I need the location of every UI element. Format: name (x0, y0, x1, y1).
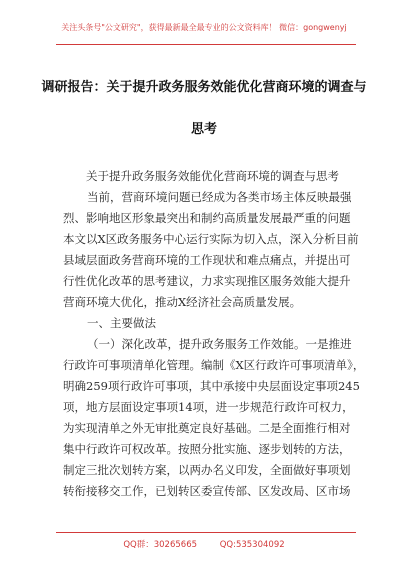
body-line: 营商环境大优化，推动X经济社会高质量发展。 (63, 295, 302, 309)
body-line: 为实现清单之外无审批奠定良好基础。二是全面推行相对 (63, 421, 351, 435)
section-heading: 一、主要做法 (87, 316, 156, 330)
body-line: 本文以X区政务服务中心运行实际为切入点，深入分析目前 (63, 232, 359, 246)
subtitle-paragraph: 关于提升政务服务效能优化营商环境的调查与思考 (86, 169, 339, 183)
body-line: 制定三批次划转方案，以两办名义印发，全面做好事项划 (63, 463, 351, 477)
body-line: （一）深化改革，提升政务服务工作效能。一是推进 (87, 337, 352, 351)
body-line: 明确259项行政许可事项，其中承接中央层面设定事项245 (63, 379, 360, 393)
body-line: 烈、影响地区形象最突出和制约高质量发展最严重的问题 (63, 211, 351, 225)
footer-divider (56, 532, 356, 533)
body-line: 转衔接移交工作，已划转区委宣传部、区发改局、区市场 (63, 484, 351, 498)
body-line: 项，地方层面设定事项14项，进一步规范行政许可权力， (63, 400, 354, 414)
document-title-line-2: 思考 (190, 122, 217, 137)
footer-qq: QQ:535304092 (219, 540, 285, 550)
footer-contact (0, 538, 408, 550)
document-title-line-1: 调研报告：关于提升政务服务效能优化营商环境的调查与 (41, 80, 367, 95)
body-line: 集中行政许可权改革。按照分批实施、逐步划转的方法， (63, 442, 351, 456)
body-line: 行性优化改革的思考建议，力求实现推区服务效能大提升 (63, 274, 351, 288)
body-line: 行政许可事项清单化管理。编制《X区行政许可事项清单》， (63, 358, 365, 372)
header-note: 关注头条号"公文研究"，获得最新最全最专业的公文资料库！ 微信：gongwenyj (61, 23, 347, 32)
body-line: 当前，营商环境问题已经成为各类市场主体反映最强 (87, 190, 352, 204)
header-divider (56, 44, 356, 45)
footer-qq-group: QQ群：30265665 (123, 540, 198, 550)
body-line: 县域层面政务营商环境的工作现状和难点痛点，并提出可 (63, 253, 351, 267)
